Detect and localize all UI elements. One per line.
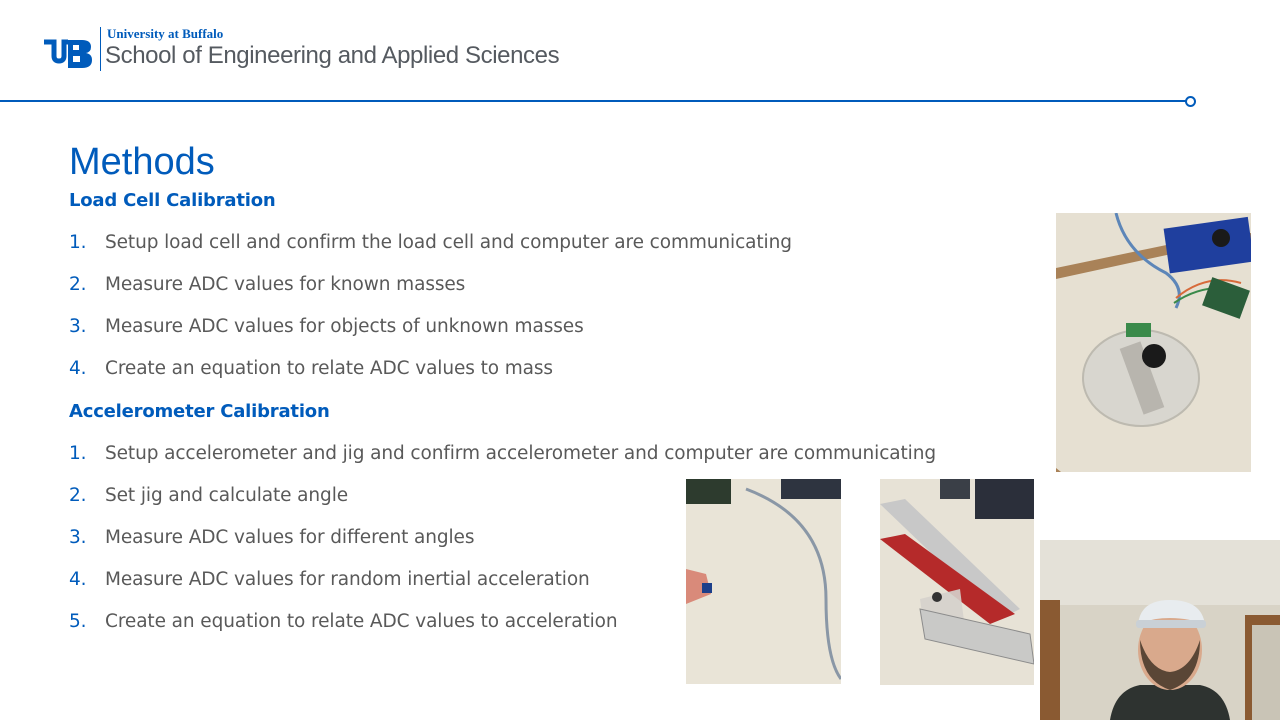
- header-rule: [0, 100, 1186, 102]
- section-heading-accelerometer: Accelerometer Calibration: [69, 401, 330, 422]
- list-item: [69, 232, 792, 253]
- list-number: 2.: [69, 274, 87, 295]
- list-item: [69, 611, 618, 632]
- list-text: Set jig and calculate angle: [105, 485, 349, 506]
- list-item: [69, 569, 590, 590]
- list-item: [69, 274, 465, 295]
- list-text: Measure ADC values for random inertial acceleration: [105, 569, 590, 590]
- presenter-webcam-feed: [1040, 540, 1280, 720]
- list-text: Create an equation to relate ADC values to mass: [105, 358, 553, 379]
- list-number: 3.: [69, 316, 87, 337]
- list-item: [69, 358, 553, 379]
- school-name: School of Engineering and Applied Sciences: [105, 42, 560, 69]
- list-text: Measure ADC values for known masses: [105, 274, 466, 295]
- list-number: 1.: [69, 443, 87, 464]
- list-text: Setup load cell and confirm the load cell and computer are communicating: [105, 232, 792, 253]
- load-cell-setup-photo: [1056, 213, 1251, 472]
- list-item: [69, 316, 584, 337]
- university-name: University at Buffalo: [107, 26, 224, 41]
- ub-logo-icon: [42, 36, 94, 70]
- list-item: [69, 443, 936, 464]
- header-rule-end-dot: [1185, 96, 1196, 107]
- list-text: Setup accelerometer and jig and confirm accelerometer and computer are communicating: [105, 443, 936, 464]
- list-number: 3.: [69, 527, 87, 548]
- list-number: 5.: [69, 611, 87, 632]
- list-number: 4.: [69, 569, 87, 590]
- list-item: [69, 485, 348, 506]
- list-text: Create an equation to relate ADC values to acceleration: [105, 611, 618, 632]
- logo-divider: [100, 27, 101, 71]
- slide-title: Methods: [69, 141, 215, 183]
- list-text: Measure ADC values for different angles: [105, 527, 475, 548]
- accelerometer-handheld-photo: [686, 479, 841, 684]
- list-item: [69, 527, 474, 548]
- list-text: Measure ADC values for objects of unknown masses: [105, 316, 584, 337]
- inclined-jig-ruler-photo: [880, 479, 1034, 685]
- section-heading-load-cell: Load Cell Calibration: [69, 190, 276, 211]
- list-number: 2.: [69, 485, 87, 506]
- list-number: 1.: [69, 232, 87, 253]
- list-number: 4.: [69, 358, 87, 379]
